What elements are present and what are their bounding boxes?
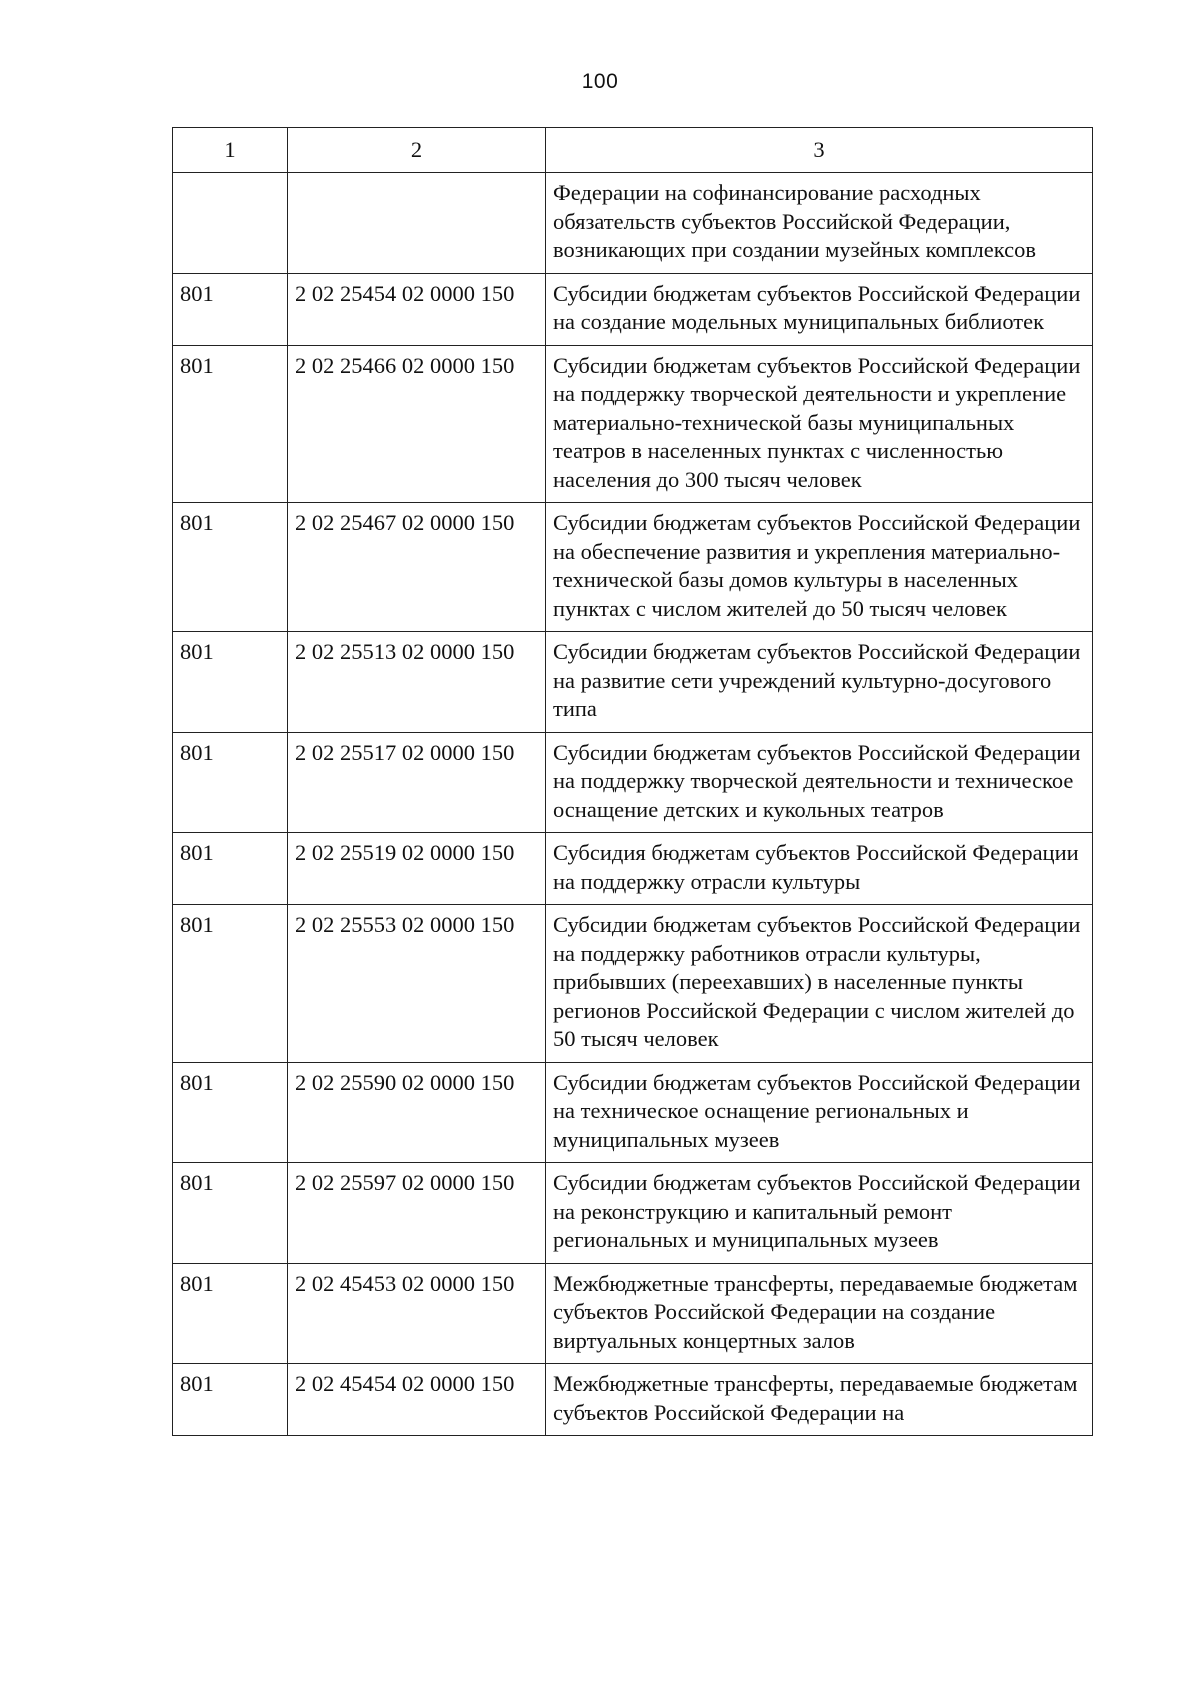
column-header-2: 2 xyxy=(288,128,546,173)
table-row xyxy=(173,732,1093,833)
table-row xyxy=(173,905,1093,1063)
table-header-row xyxy=(173,128,1093,173)
table-row xyxy=(173,503,1093,632)
budget-code-cell: 2 02 25467 02 0000 150 xyxy=(288,503,546,632)
budget-codes-table xyxy=(172,127,1093,1436)
admin-code-cell: 801 xyxy=(173,1364,288,1436)
budget-code-cell: 2 02 45453 02 0000 150 xyxy=(288,1263,546,1364)
table-row xyxy=(173,1263,1093,1364)
description-cell: Субсидии бюджетам субъектов Российской Федерации на обеспечение развития и укрепления материально-технической базы домов культуры в населенных пунктах с числом жителей до 50 тысяч человек xyxy=(546,503,1093,632)
table-row xyxy=(173,1364,1093,1436)
budget-code-cell: 2 02 25454 02 0000 150 xyxy=(288,273,546,345)
budget-code-cell: 2 02 25553 02 0000 150 xyxy=(288,905,546,1063)
admin-code-cell: 801 xyxy=(173,905,288,1063)
description-cell: Федерации на софинансирование расходных обязательств субъектов Российской Федерации, возникающих при создании музейных комплексов xyxy=(546,173,1093,274)
description-cell: Субсидии бюджетам субъектов Российской Федерации на техническое оснащение региональных и муниципальных музеев xyxy=(546,1062,1093,1163)
budget-code-cell: 2 02 25597 02 0000 150 xyxy=(288,1163,546,1264)
admin-code-cell: 801 xyxy=(173,1062,288,1163)
table-row xyxy=(173,1163,1093,1264)
admin-code-cell xyxy=(173,173,288,274)
column-header-3: 3 xyxy=(546,128,1093,173)
budget-code-cell: 2 02 45454 02 0000 150 xyxy=(288,1364,546,1436)
table-row xyxy=(173,1062,1093,1163)
budget-code-cell: 2 02 25513 02 0000 150 xyxy=(288,632,546,733)
table-row xyxy=(173,345,1093,503)
table-row xyxy=(173,273,1093,345)
budget-code-cell: 2 02 25517 02 0000 150 xyxy=(288,732,546,833)
admin-code-cell: 801 xyxy=(173,1263,288,1364)
description-cell: Межбюджетные трансферты, передаваемые бюджетам субъектов Российской Федерации на создание виртуальных концертных залов xyxy=(546,1263,1093,1364)
table-row xyxy=(173,632,1093,733)
admin-code-cell: 801 xyxy=(173,1163,288,1264)
budget-code-cell: 2 02 25590 02 0000 150 xyxy=(288,1062,546,1163)
description-cell: Субсидии бюджетам субъектов Российской Федерации на поддержку творческой деятельности и техническое оснащение детских и кукольных театров xyxy=(546,732,1093,833)
description-cell: Субсидии бюджетам субъектов Российской Федерации на развитие сети учреждений культурно-досугового типа xyxy=(546,632,1093,733)
description-cell: Субсидии бюджетам субъектов Российской Федерации на создание модельных муниципальных библиотек xyxy=(546,273,1093,345)
description-cell: Субсидии бюджетам субъектов Российской Федерации на поддержку работников отрасли культуры, прибывших (переехавших) в населенные пункты регионов Российской Федерации с числом жителей до 50 тысяч человек xyxy=(546,905,1093,1063)
budget-code-cell: 2 02 25519 02 0000 150 xyxy=(288,833,546,905)
admin-code-cell: 801 xyxy=(173,833,288,905)
column-header-1: 1 xyxy=(173,128,288,173)
budget-code-cell: 2 02 25466 02 0000 150 xyxy=(288,345,546,503)
admin-code-cell: 801 xyxy=(173,273,288,345)
description-cell: Субсидия бюджетам субъектов Российской Федерации на поддержку отрасли культуры xyxy=(546,833,1093,905)
description-cell: Субсидии бюджетам субъектов Российской Федерации на реконструкцию и капитальный ремонт региональных и муниципальных музеев xyxy=(546,1163,1093,1264)
admin-code-cell: 801 xyxy=(173,632,288,733)
admin-code-cell: 801 xyxy=(173,503,288,632)
admin-code-cell: 801 xyxy=(173,732,288,833)
table-row xyxy=(173,173,1093,274)
page-number: 100 xyxy=(581,70,619,93)
budget-code-cell xyxy=(288,173,546,274)
description-cell: Межбюджетные трансферты, передаваемые бюджетам субъектов Российской Федерации на xyxy=(546,1364,1093,1436)
table-row xyxy=(173,833,1093,905)
admin-code-cell: 801 xyxy=(173,345,288,503)
description-cell: Субсидии бюджетам субъектов Российской Федерации на поддержку творческой деятельности и укрепление материально-технической базы муниципальных театров в населенных пунктах с численностью населения до 300 тысяч человек xyxy=(546,345,1093,503)
